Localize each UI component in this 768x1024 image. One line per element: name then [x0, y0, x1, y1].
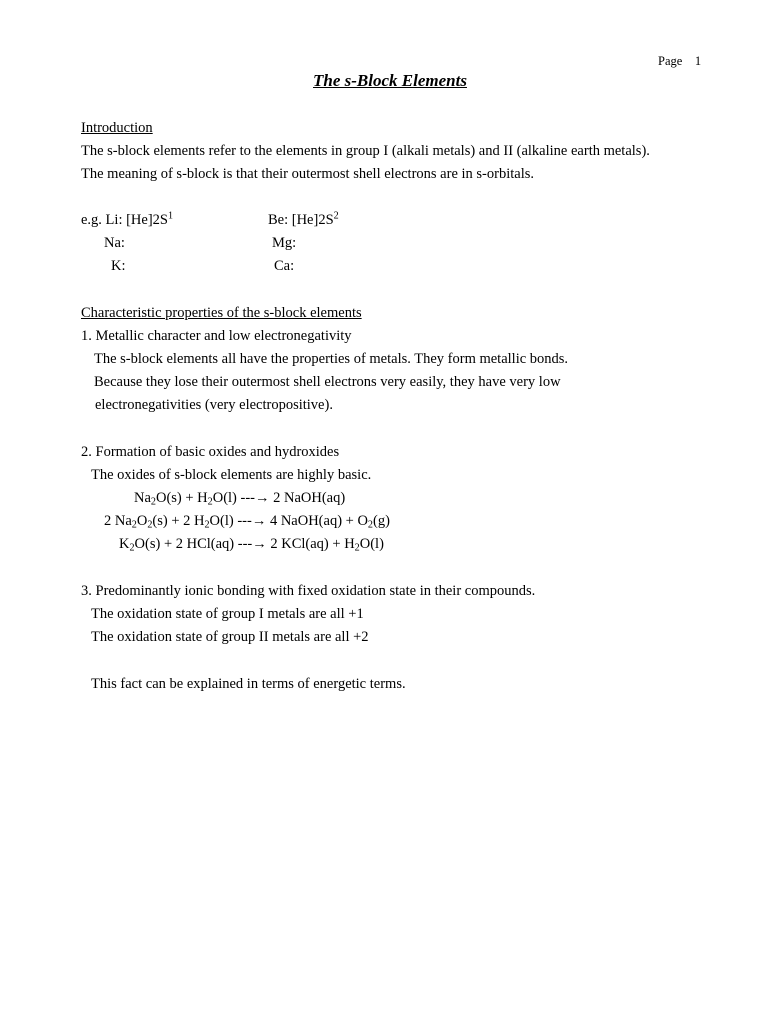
property-3-title: 3. Predominantly ionic bonding with fixed oxidation state in their compounds. [81, 583, 536, 599]
page-number-value: 1 [694, 54, 702, 68]
eq3-subscript: 2 [354, 542, 360, 554]
eq2-part: 4 NaOH(aq) + O [266, 513, 368, 529]
eq2-part: (s) + 2 H [152, 513, 205, 529]
reaction-arrow-icon: → [251, 513, 267, 529]
eq3-subscript: 2 [129, 542, 135, 554]
eq2-part: (g) [372, 513, 390, 529]
eq3-part: O(l) [359, 536, 384, 552]
property-1-line-3: electronegativities (very electropositive). [95, 397, 333, 413]
eq3-part: O(s) + 2 HCl(aq) --- [134, 536, 253, 552]
introduction-line-2: The meaning of s-block is that their outermost shell electrons are in s-orbitals. [81, 166, 535, 182]
reaction-arrow-icon: → [252, 536, 267, 552]
page-number [658, 55, 701, 68]
property-2-title: 2. Formation of basic oxides and hydroxides [81, 444, 340, 460]
property-3-line-1: The oxidation state of group I metals are all +1 [91, 606, 364, 622]
page-title: The s-Block Elements [313, 71, 467, 90]
property-1-line-1: The s-block elements all have the properties of metals. They form metallic bonds. [94, 351, 569, 367]
equation-2 [104, 514, 390, 529]
eq1-part: 2 NaOH(aq) [269, 490, 346, 506]
equation-3 [119, 537, 384, 552]
example-li [81, 210, 174, 228]
property-1-line-2: Because they lose their outermost shell electrons very easily, they have very low [94, 374, 561, 390]
eq1-subscript: 2 [207, 496, 213, 508]
eq3-part: K [119, 536, 130, 552]
eq2-part: 2 Na [104, 513, 132, 529]
eq2-subscript: 2 [131, 519, 137, 531]
eq2-part: O(l) --- [209, 513, 252, 529]
eq2-subscript: 2 [147, 519, 153, 531]
property-1-title: 1. Metallic character and low electronegativity [81, 328, 352, 344]
property-3-line-2: The oxidation state of group II metals are all +2 [91, 629, 369, 645]
example-li-superscript: 1 [167, 210, 174, 222]
property-3-line-3: This fact can be explained in terms of energetic terms. [91, 676, 406, 692]
example-be-text: Be: [He]2S [268, 212, 334, 228]
page-label: Page [658, 54, 683, 68]
example-be [268, 210, 339, 228]
example-mg: Mg: [272, 235, 297, 251]
property-2-line-1: The oxides of s-block elements are highly basic. [91, 467, 372, 483]
reaction-arrow-icon: → [255, 490, 270, 506]
example-na: Na: [104, 235, 125, 251]
eq2-subscript: 2 [204, 519, 210, 531]
introduction-line-1: The s-block elements refer to the elements in group I (alkali metals) and II (alkaline earth metals). [81, 143, 650, 159]
eq1-part: O(l) --- [212, 490, 255, 506]
example-li-text: e.g. Li: [He]2S [81, 212, 168, 228]
example-k: K: [111, 258, 126, 274]
equation-1 [134, 491, 345, 506]
eq2-subscript: 2 [367, 519, 373, 531]
example-ca: Ca: [274, 258, 295, 274]
eq1-part: O(s) + H [155, 490, 208, 506]
eq2-part: O [136, 513, 148, 529]
eq1-subscript: 2 [150, 496, 156, 508]
introduction-heading: Introduction [81, 120, 153, 136]
eq1-part: Na [134, 490, 151, 506]
characteristics-heading: Characteristic properties of the s-block elements [81, 305, 362, 321]
eq3-part: 2 KCl(aq) + H [266, 536, 355, 552]
example-be-superscript: 2 [333, 210, 339, 222]
